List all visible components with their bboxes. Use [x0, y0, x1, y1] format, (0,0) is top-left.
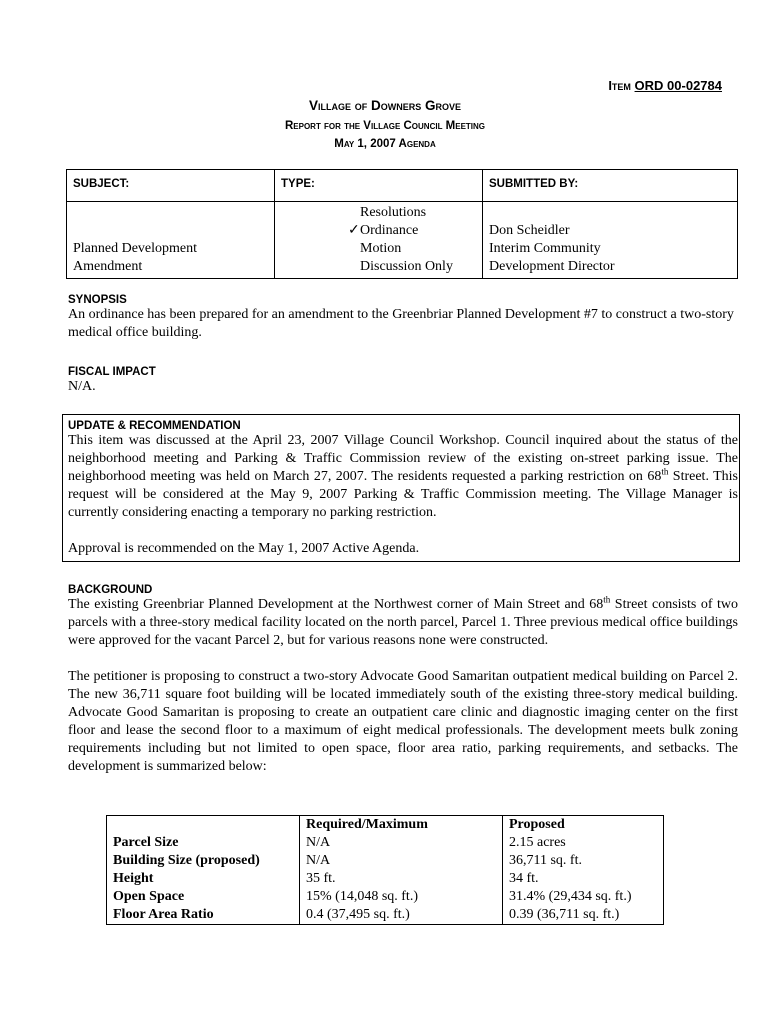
- info-table: [66, 169, 738, 279]
- type-option-label: Ordinance: [360, 223, 419, 238]
- background-paragraph: The petitioner is proposing to construct a two-story Advocate Good Samaritan outpatient medical building on Parcel 2. The new 36,711 square foot building will be located immediately south of the existing three-story medical building. Advocate Good Samaritan is proposing to create an outpatient care clinic and diagnostic imaging center on the first floor and lease the second floor to a maximum of eight medical professionals. The development meets bulk zoning requirements including but not limited to open space, floor area ratio, parking requirements, and setbacks. The development is summarized below:: [68, 669, 738, 774]
- synopsis-heading: SYNOPSIS: [68, 294, 127, 306]
- update-heading: UPDATE & RECOMMENDATION: [68, 420, 241, 432]
- update-recommendation: Approval is recommended on the May 1, 2007 Active Agenda.: [68, 541, 420, 556]
- type-option: [361, 204, 476, 222]
- table-row: [107, 888, 664, 906]
- update-text: This item was discussed at the April 23, 2007 Village Council Workshop. Council inquired about the status of the neighborhood meeting and Parking & Traffic Commission review of the existing on-street parking issue. The neighborhood meeting was held on March 27, 2007. The residents requested a parking restriction on 68: [68, 433, 738, 484]
- table-row: [107, 834, 664, 852]
- background-heading: BACKGROUND: [68, 584, 153, 596]
- submitter-line: Don Scheidler: [489, 223, 570, 238]
- fiscal-impact-heading: FISCAL IMPACT: [68, 366, 156, 378]
- synopsis-text: An ordinance has been prepared for an amendment to the Greenbriar Planned Development #7 to construct a two-story medical office building.: [68, 307, 734, 340]
- table-cell-proposed: 34 ft.: [503, 870, 664, 888]
- fiscal-impact-section: [68, 366, 738, 396]
- update-section: [68, 420, 738, 558]
- table-cell-required: N/A: [300, 852, 503, 870]
- table-cell-label: Height: [107, 870, 300, 888]
- table-cell-label: Open Space: [107, 888, 300, 906]
- table-header-cell: [107, 816, 300, 835]
- item-number-value: ORD 00-02784: [634, 78, 722, 93]
- submitted-by-value: [483, 202, 738, 279]
- background-paragraph: [68, 596, 738, 650]
- table-header-cell: Proposed: [503, 816, 664, 835]
- update-paragraph: [68, 432, 738, 522]
- background-text: The existing Greenbriar Planned Development at the Northwest corner of Main Street and 68: [68, 597, 604, 612]
- table-row: [107, 906, 664, 925]
- table-cell-required: 35 ft.: [300, 870, 503, 888]
- type-option: [361, 240, 476, 258]
- type-option-label: Resolutions: [360, 205, 427, 220]
- table-cell-label: Building Size (proposed): [107, 852, 300, 870]
- checkmark-icon: ✓: [348, 223, 360, 238]
- table-row: [107, 870, 664, 888]
- type-option: [348, 222, 476, 240]
- type-option-label: Motion: [360, 241, 402, 256]
- document-subtitle: Report for the Village Council Meeting: [284, 120, 486, 132]
- submitted-by-label: SUBMITTED BY:: [483, 170, 738, 202]
- agenda-date: May 1, 2007 Agenda: [334, 138, 436, 150]
- document-title: Village of Downers Grove: [308, 98, 461, 113]
- fiscal-impact-text: N/A.: [68, 379, 96, 394]
- type-value: [275, 202, 483, 279]
- table-cell-proposed: 0.39 (36,711 sq. ft.): [503, 906, 664, 925]
- table-cell-proposed: 2.15 acres: [503, 834, 664, 852]
- ordinal-suffix: th: [603, 594, 611, 605]
- ordinal-suffix: th: [661, 466, 669, 477]
- type-label: TYPE:: [275, 170, 483, 202]
- table-cell-proposed: 36,711 sq. ft.: [503, 852, 664, 870]
- table-header-row: [107, 816, 664, 835]
- table-header-cell: Required/Maximum: [300, 816, 503, 835]
- table-cell-required: 15% (14,048 sq. ft.): [300, 888, 503, 906]
- item-prefix: Item: [608, 78, 635, 93]
- table-cell-label: Parcel Size: [107, 834, 300, 852]
- table-cell-required: N/A: [300, 834, 503, 852]
- table-cell-label: Floor Area Ratio: [107, 906, 300, 925]
- development-summary-table: [106, 815, 664, 925]
- background-section: [68, 584, 738, 776]
- update-text: Street. This request will be considered at the May 9, 2007 Parking & Traffic Commission meeting. The Village Manager is currently considering enacting a temporary no parking restriction.: [68, 469, 739, 520]
- submitter-line: Development Director: [489, 259, 615, 274]
- type-list: [281, 204, 476, 276]
- table-row: [107, 852, 664, 870]
- table-cell-required: 0.4 (37,495 sq. ft.): [300, 906, 503, 925]
- synopsis-section: [68, 294, 738, 342]
- subject-line: Amendment: [73, 259, 143, 274]
- table-cell-proposed: 31.4% (29,434 sq. ft.): [503, 888, 664, 906]
- subject-line: Planned Development: [73, 241, 198, 256]
- type-option-label: Discussion Only: [360, 259, 453, 274]
- type-option: [361, 258, 476, 276]
- item-number: [608, 78, 722, 93]
- subject-value: [67, 202, 275, 279]
- subject-label: SUBJECT:: [67, 170, 275, 202]
- submitter-line: Interim Community: [489, 241, 601, 256]
- background-text: Street consists of two parcels with a three-story medical facility located on the north parcel, Parcel 1. Three previous medical office buildings were approved for the vacant Parcel 2, but for various reasons none were constructed.: [68, 597, 738, 648]
